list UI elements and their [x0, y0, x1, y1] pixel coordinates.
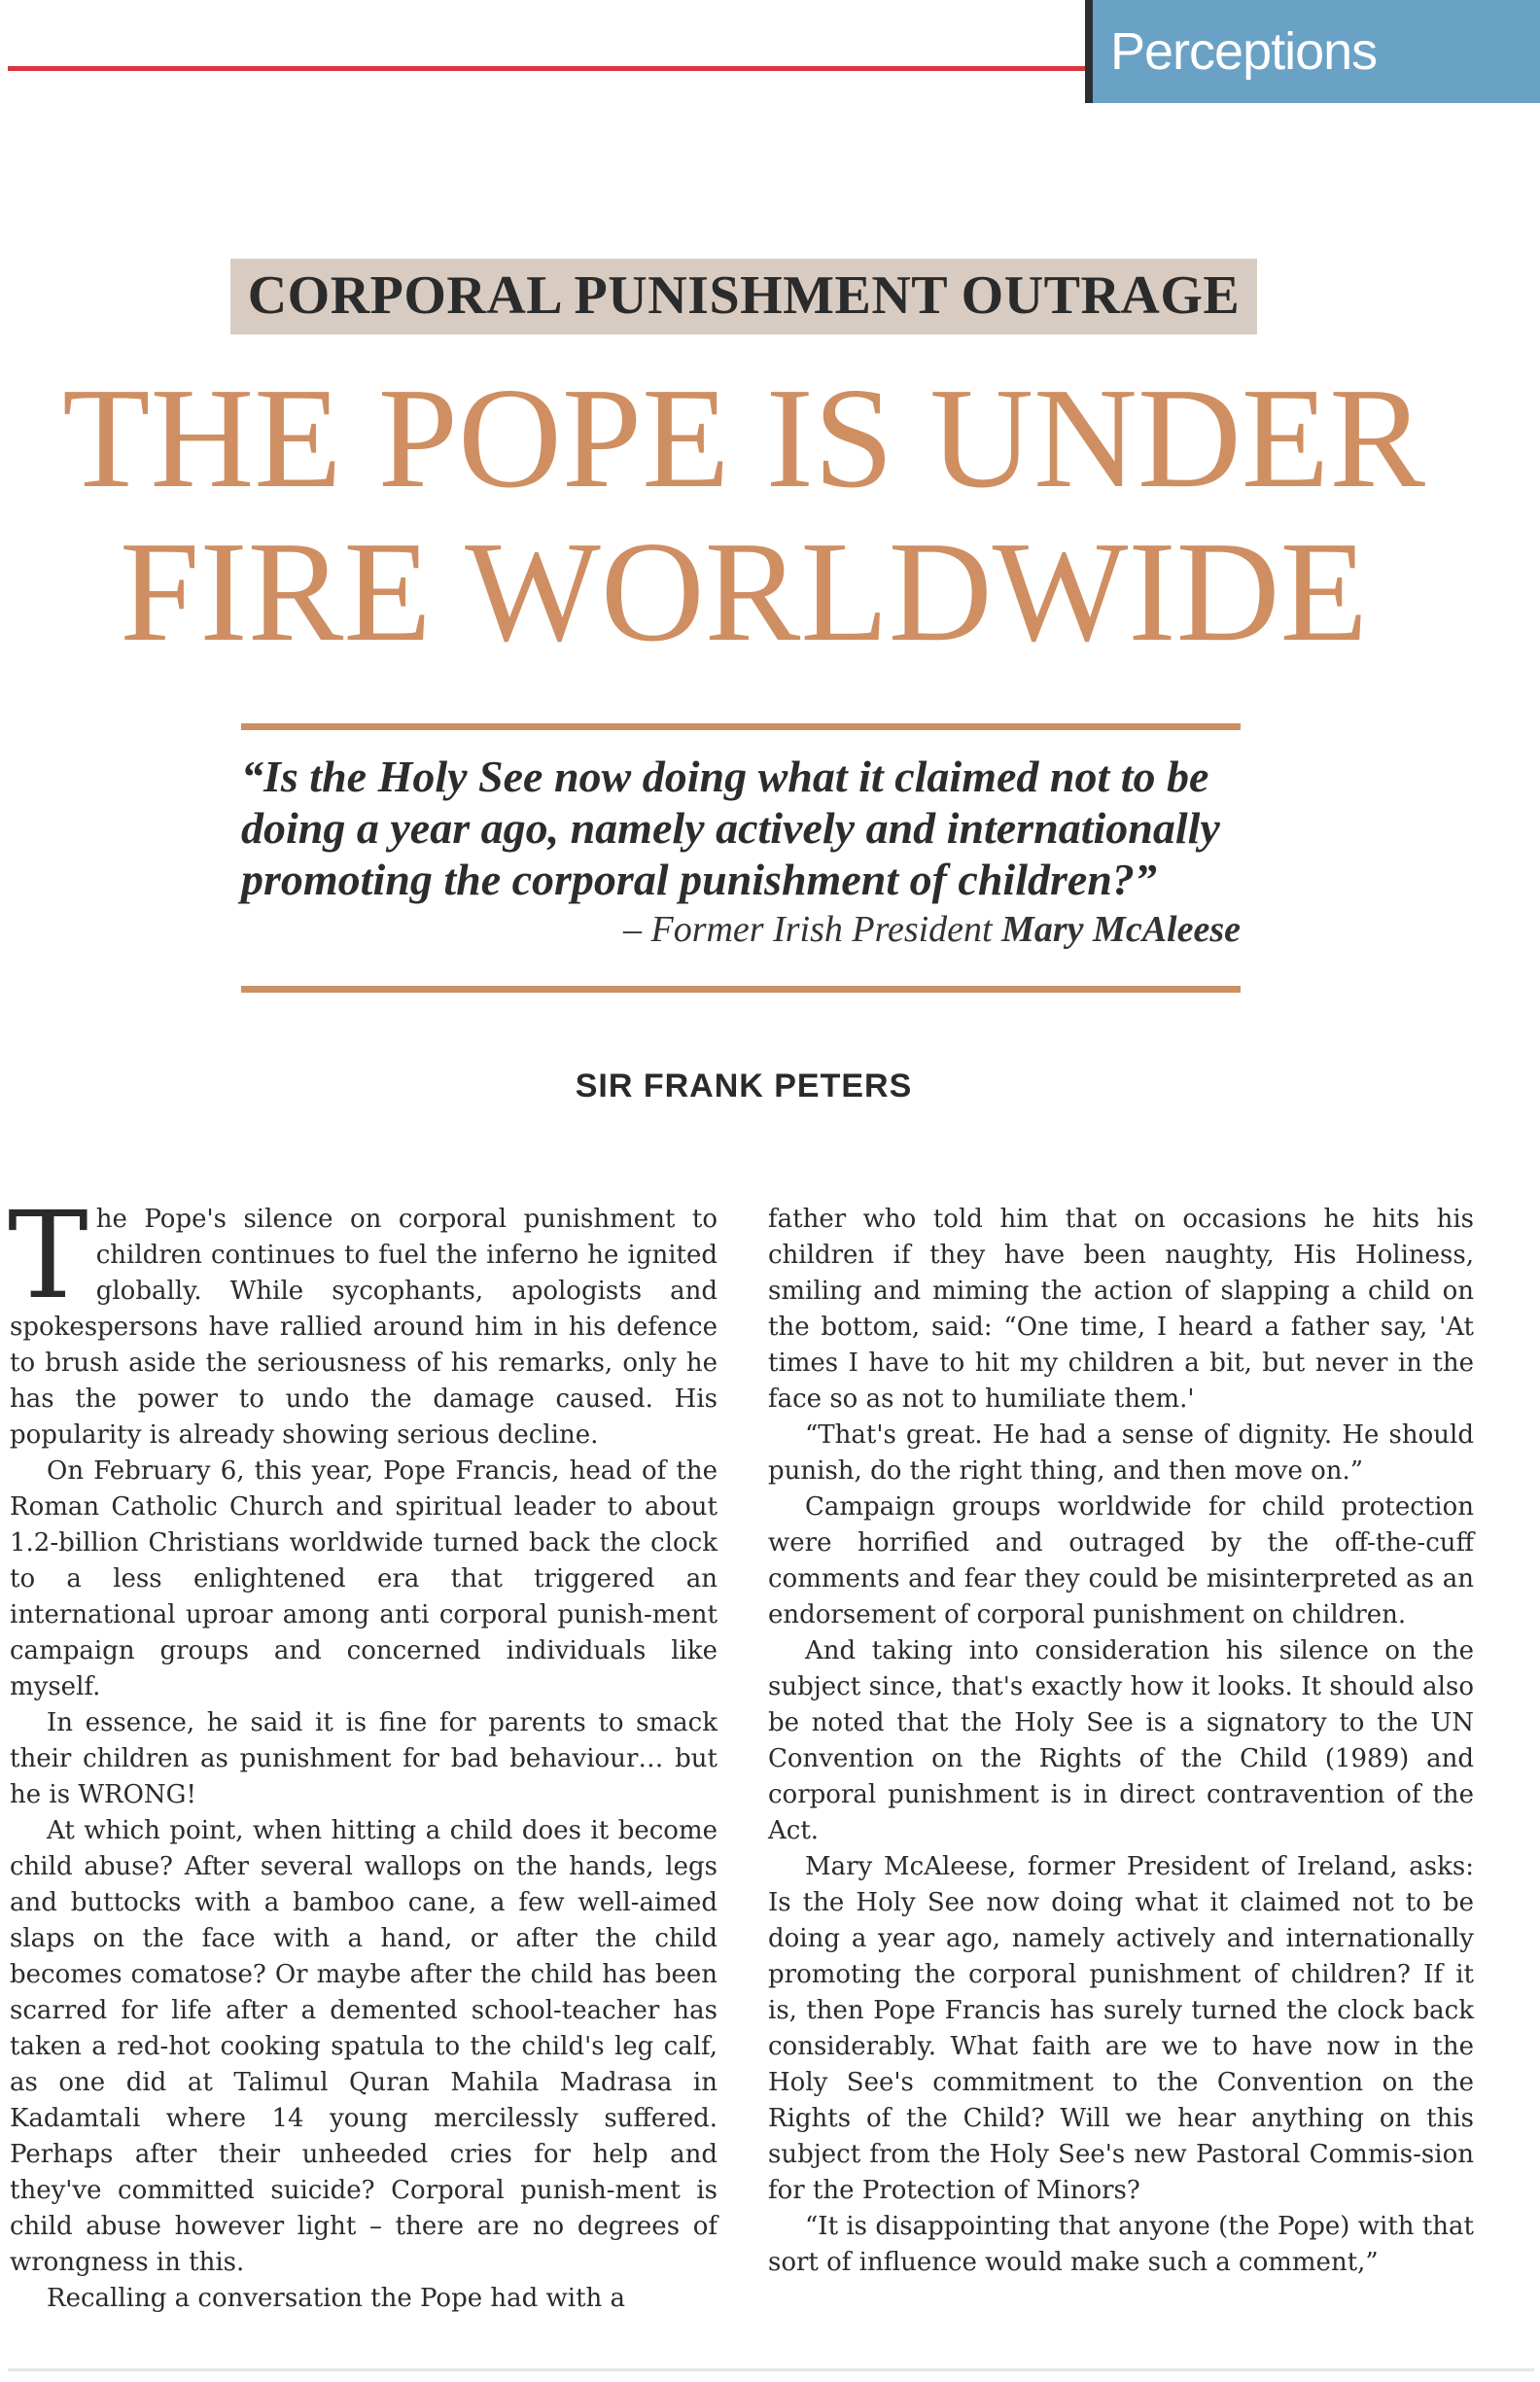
paragraph: “It is disappointing that anyone (the Pope) with that sort of influence would make such a comment,” [768, 2212, 1474, 2277]
paragraph-text: he Pope's silence on corporal punishment to children continues to fuel the inferno he ignited globally. While sycophants, apologists and spokespersons have rallied around him in his defence to brush aside the seriousness of his remarks, only he has the power to undo the damage caused. His popularity is already showing serious decline. [10, 1205, 718, 1450]
paragraph: And taking into consideration his silence on the subject since, that's exactly how it looks. It should also be noted that the Holy See is a signatory to the UN Convention on the Rights of the Child (1989) and corporal punishment is in direct contravention of the Act. [768, 1636, 1474, 1845]
paragraph: Mary McAleese, former President of Ireland, asks: Is the Holy See now doing what it claimed not to be doing a year ago, namely actively and internationally promoting the corporal punishment of children? If it is, then Pope Francis has surely turned the clock back considerably. What faith are we to have now in the Holy See's commitment to the Convention on the Rights of the Child? Will we hear anything on this subject from the Holy See's new Pastoral Commis-sion for the Protection of Minors? [768, 1852, 1474, 2205]
paragraph: At which point, when hitting a child does it become child abuse? After several wallops on the hands, legs and buttocks with a bamboo cane, a few well-aimed slaps on the face with a hand, or after the child becomes comatose? Or maybe after the child has been scarred for life after a demented school-teacher has taken a red-hot cooking spatula to the child's leg calf, as one did at Talimul Quran Mahila Madrasa in Kadamtali where 14 young mercilessly suffered. Perhaps after their unheeded cries for help and they've committed suicide? Corporal punish-ment is child abuse however light – there are no degrees of wrongness in this. [10, 1816, 718, 2277]
paragraph: On February 6, this year, Pope Francis, head of the Roman Catholic Church and spiritual leader to about 1.2-billion Christians worldwide turned back the clock to a less enlightened era that triggered an international uproar among anti corporal punish-ment campaign groups and concerned individuals like myself. [10, 1456, 718, 1701]
headline-line-1: THE POPE IS UNDER [62, 359, 1425, 518]
pull-quote: “Is the Holy See now doing what it claimed not to be doing a year ago, namely actively and internationally promoting the corporal punishment of children?” [241, 752, 1220, 904]
section-label: Perceptions [1085, 0, 1540, 103]
paragraph: Campaign groups worldwide for child protection were horrified and outraged by the off-the-cuff comments and fear they could be misinterpreted as an endorsement of corporal punishment on children. [768, 1492, 1474, 1629]
kicker-wrapper [0, 259, 1488, 334]
paragraph: “That's great. He had a sense of dignity. He should punish, do the right thing, and then move on.” [768, 1420, 1474, 1486]
paragraph: In essence, he said it is fine for parents to smack their children as punishment for bad behaviour… but he is WRONG! [10, 1708, 718, 1809]
attribution-prefix: – Former Irish President [622, 909, 1002, 950]
pull-quote-top-rule [241, 723, 1241, 730]
paragraph: father who told him that on occasions he hits his children if they have been naughty, His Holiness, smiling and miming the action of slapping a child on the bottom, said: “One time, I heard a father say, 'At times I have to hit my children a bit, but never in the face so as not to humiliate them.' [768, 1205, 1474, 1414]
paragraph [8, 1186, 718, 1454]
headline-line-2: FIRE WORLDWIDE [120, 512, 1368, 672]
article-column-right [768, 1202, 1474, 2281]
article-headline [0, 359, 1488, 672]
pull-quote-bottom-rule [241, 986, 1241, 993]
paragraph: Recalling a conversation the Pope had with a [47, 2284, 626, 2313]
article-kicker: CORPORAL PUNISHMENT OUTRAGE [230, 259, 1258, 334]
footer-rule [8, 2368, 1534, 2371]
article-column-left [8, 1186, 718, 2317]
attribution-name: Mary McAleese [1001, 909, 1241, 950]
author-byline: SIR FRANK PETERS [575, 1068, 913, 1104]
drop-cap: T [8, 1186, 88, 1326]
top-red-rule [8, 66, 1087, 71]
pull-quote-attribution [241, 908, 1241, 951]
